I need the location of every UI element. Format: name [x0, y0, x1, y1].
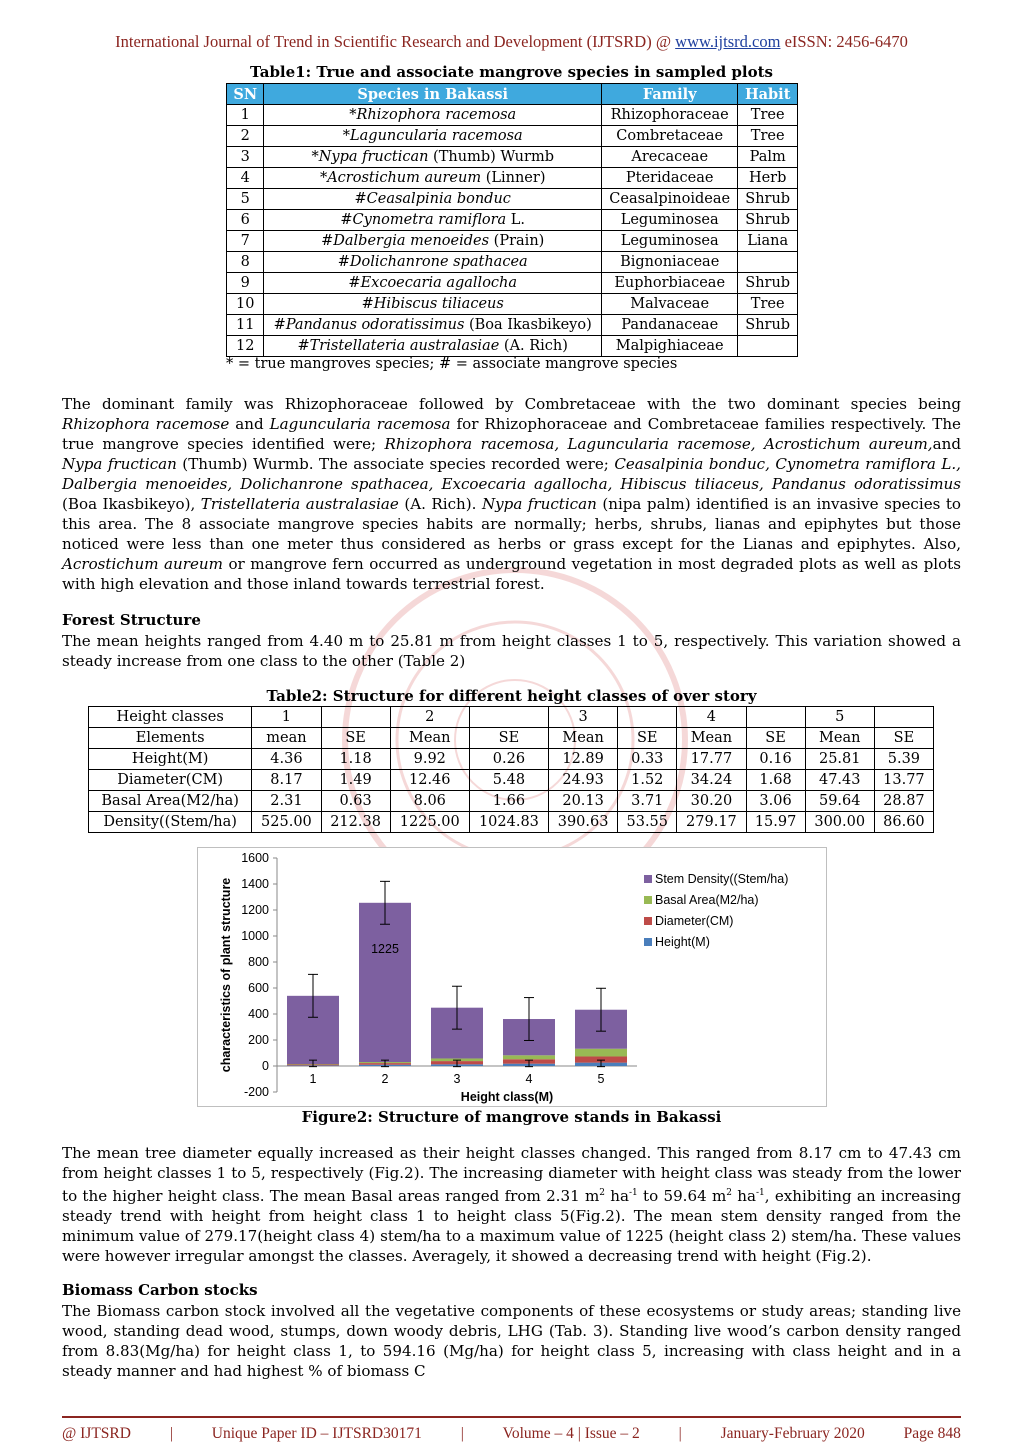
cell-sn: 2	[227, 126, 264, 147]
species-authority: (Boa Ikasbikeyo)	[464, 317, 592, 333]
italic-text: Acrostichum aureum	[62, 555, 223, 573]
table-cell: 0.33	[618, 749, 677, 770]
table-cell: SE	[469, 728, 548, 749]
x-tick-label: 5	[597, 1072, 605, 1086]
text-run: ha	[605, 1187, 629, 1206]
y-tick-label: 0	[262, 1059, 269, 1073]
table-cell: 24.93	[549, 770, 618, 791]
cell-family: Pteridaceae	[602, 168, 738, 189]
species-marker: #	[340, 212, 353, 228]
species-marker: #	[297, 338, 310, 354]
table-row	[227, 105, 798, 126]
species-name: Dalbergia menoeides	[333, 233, 490, 249]
cell-sn: 4	[227, 168, 264, 189]
table-cell: 390.63	[549, 812, 618, 833]
table-cell	[618, 707, 677, 728]
species-name: Ceasalpinia bonduc	[366, 191, 511, 207]
cell-family: Rhizophoraceae	[602, 105, 738, 126]
cell-species	[264, 294, 602, 315]
table1-caption: Table1: True and associate mangrove species in sampled plots	[250, 63, 773, 81]
text-run: (Thumb) Wurmb. The associate species recorded were;	[176, 455, 615, 473]
species-authority: (Thumb) Wurmb	[428, 149, 554, 165]
legend-swatch	[644, 917, 652, 925]
table-cell: 12.89	[549, 749, 618, 770]
footer-item: January-February 2020	[720, 1425, 865, 1442]
table-cell: Mean	[677, 728, 746, 749]
superscript: 2	[726, 1188, 733, 1198]
table-cell: Mean	[805, 728, 874, 749]
table-cell: 300.00	[805, 812, 874, 833]
cell-habit: Tree	[738, 105, 798, 126]
species-name: Acrostichum aureum	[327, 170, 482, 186]
table-row	[227, 315, 798, 336]
cell-species	[264, 210, 602, 231]
cell-species	[264, 315, 602, 336]
species-authority: (Prain)	[489, 233, 545, 249]
table-cell: 0.63	[321, 791, 390, 812]
italic-text: Nypa fructican	[62, 455, 177, 473]
table2-caption: Table2: Structure for different height classes of over story	[266, 687, 757, 705]
bar-segment	[359, 903, 411, 1062]
table-cell: 9.92	[390, 749, 469, 770]
paragraph-forest-structure: The mean heights ranged from 4.40 m to 25.81 m from height classes 1 to 5, respectively. This variation showed a steady increase from one class to the other (Table 2)	[62, 632, 961, 670]
cell-sn: 10	[227, 294, 264, 315]
species-authority: (A. Rich)	[499, 338, 568, 354]
table-cell: 5	[805, 707, 874, 728]
table-cell: 30.20	[677, 791, 746, 812]
legend-label: Basal Area(M2/ha)	[655, 893, 759, 907]
cell-sn: 11	[227, 315, 264, 336]
heading-forest-structure: Forest Structure	[62, 611, 201, 629]
table-cell: 5.39	[874, 749, 933, 770]
species-marker: #	[337, 254, 350, 270]
row-label: Diameter(CM)	[89, 770, 252, 791]
table-cell: mean	[252, 728, 321, 749]
table-cell: 13.77	[874, 770, 933, 791]
text-run: The mean tree diameter equally increased as their height classes changed. This ranged from 8.17 cm to 47.43 cm from height classes 1 to 5, respectively (Fig.2). The increasing diameter with height class was steady from the lower to the higher height class. The mean Basal areas ranged from 2.31 m	[62, 1144, 961, 1206]
species-marker: #	[354, 191, 367, 207]
cell-family: Ceasalpinoideae	[602, 189, 738, 210]
text-run: for Rhizophoraceae and Combretaceae families respectively. The true mangrove species identified were;	[62, 415, 961, 453]
table-row	[89, 707, 934, 728]
table-cell: 0.16	[746, 749, 805, 770]
table-cell	[746, 707, 805, 728]
species-name: Dolichanrone spathacea	[349, 254, 528, 270]
cell-sn: 7	[227, 231, 264, 252]
table-row	[227, 336, 798, 357]
legend-label: Stem Density((Stem/ha)	[655, 872, 789, 886]
cell-sn: 1	[227, 105, 264, 126]
paragraph-species	[62, 394, 961, 594]
species-name: Cynometra ramiflora	[352, 212, 507, 228]
table-cell: 1.18	[321, 749, 390, 770]
text-run: and	[932, 435, 961, 453]
italic-text: Laguncularia racemosa	[269, 415, 451, 433]
table-cell: SE	[321, 728, 390, 749]
footer-separator: |	[169, 1425, 173, 1442]
superscript: 2	[599, 1188, 605, 1198]
y-tick-label: 400	[248, 1007, 269, 1021]
y-axis-title: characteristics of plant structure	[219, 877, 233, 1073]
table-cell: 4	[677, 707, 746, 728]
table-cell: 212.38	[321, 812, 390, 833]
cell-species	[264, 105, 602, 126]
cell-habit	[738, 336, 798, 357]
table-cell: 20.13	[549, 791, 618, 812]
y-tick-label: 1000	[241, 929, 269, 943]
table-cell: 3	[549, 707, 618, 728]
y-tick-label: 1200	[241, 903, 269, 917]
text-run: or mangrove fern occurred as underground vegetation in most degraded plots as well as plots with high elevation and those inland towards terrestrial forest.	[62, 555, 961, 593]
table-row	[227, 231, 798, 252]
table-row	[89, 770, 934, 791]
x-axis-title: Height class(M)	[460, 1090, 554, 1104]
table-cell: 12.46	[390, 770, 469, 791]
row-label: Height(M)	[89, 749, 252, 770]
cell-sn: 6	[227, 210, 264, 231]
table-cell: 8.17	[252, 770, 321, 791]
y-tick-label: 600	[248, 981, 269, 995]
italic-text: Rhizophora racemose	[62, 415, 230, 433]
species-marker: *	[349, 107, 357, 123]
table-cell: 47.43	[805, 770, 874, 791]
species-name: Excoecaria agallocha	[360, 275, 518, 291]
table-cell: 28.87	[874, 791, 933, 812]
cell-family: Leguminosea	[602, 210, 738, 231]
species-marker: #	[321, 233, 334, 249]
col-sn: SN	[227, 84, 264, 105]
species-authority: L.	[506, 212, 526, 228]
x-tick-label: 2	[381, 1072, 389, 1086]
y-tick-label: 200	[248, 1033, 269, 1047]
footer-separator: |	[678, 1425, 682, 1442]
table-cell: 3.71	[618, 791, 677, 812]
legend-label: Diameter(CM)	[655, 914, 734, 928]
table-cell: Mean	[549, 728, 618, 749]
y-tick-label: 1600	[241, 851, 269, 865]
page-footer	[62, 1425, 961, 1443]
species-name: Hibiscus tiliaceus	[373, 296, 504, 312]
cell-habit: Palm	[738, 147, 798, 168]
table-cell: 4.36	[252, 749, 321, 770]
cell-family: Combretaceae	[602, 126, 738, 147]
legend-swatch	[644, 938, 652, 946]
bar-segment	[503, 1055, 555, 1059]
italic-text: Ceasalpinia bonduc, Cynometra ramiflora L., Dalbergia menoeides, Dolichanrone spathacea, Excoecaria agallocha, Hibiscus tiliaceus, Pandanus odoratissimus	[62, 455, 961, 493]
cell-habit: Herb	[738, 168, 798, 189]
cell-family: Leguminosea	[602, 231, 738, 252]
cell-sn: 8	[227, 252, 264, 273]
cell-species	[264, 147, 602, 168]
x-tick-label: 3	[453, 1072, 461, 1086]
species-marker: #	[348, 275, 361, 291]
species-table	[226, 83, 798, 357]
table-cell: 25.81	[805, 749, 874, 770]
paragraph-diameter	[62, 1143, 961, 1266]
cell-family: Arecaceae	[602, 147, 738, 168]
cell-sn: 12	[227, 336, 264, 357]
italic-text: Tristellateria australasiae	[200, 495, 399, 513]
row-label: Elements	[89, 728, 252, 749]
legend-swatch	[644, 896, 652, 904]
cell-family: Malpighiaceae	[602, 336, 738, 357]
table-cell: 2	[390, 707, 469, 728]
table-cell: 525.00	[252, 812, 321, 833]
table-cell: 53.55	[618, 812, 677, 833]
species-marker: #	[361, 296, 374, 312]
table-cell: 17.77	[677, 749, 746, 770]
table-row	[227, 273, 798, 294]
x-tick-label: 1	[309, 1072, 317, 1086]
cell-habit: Tree	[738, 294, 798, 315]
table-row	[227, 252, 798, 273]
row-label: Height classes	[89, 707, 252, 728]
y-tick-label: 800	[248, 955, 269, 969]
cell-sn: 9	[227, 273, 264, 294]
table-cell: SE	[874, 728, 933, 749]
species-marker: *	[319, 170, 328, 186]
heading-biomass: Biomass Carbon stocks	[62, 1281, 258, 1299]
text-run: ha	[732, 1187, 757, 1206]
footer-divider	[62, 1416, 961, 1418]
table-cell: 1.49	[321, 770, 390, 791]
table1-note: * = true mangroves species; # = associate mangrove species	[226, 356, 678, 372]
structure-chart	[197, 847, 827, 1107]
table-row	[89, 791, 934, 812]
cell-species	[264, 231, 602, 252]
table-cell: 34.24	[677, 770, 746, 791]
journal-header: International Journal of Trend in Scientific Research and Development (IJTSRD) @ www.ijtsrd.com eISSN: 2456-6470	[115, 32, 908, 51]
data-label: 1225	[371, 942, 399, 956]
table-cell: 1	[252, 707, 321, 728]
y-tick-label: 1400	[241, 877, 269, 891]
cell-species	[264, 252, 602, 273]
legend-swatch	[644, 875, 652, 883]
species-name: Laguncularia racemosa	[350, 128, 523, 144]
cell-family: Bignoniaceae	[602, 252, 738, 273]
species-name: Tristellateria australasiae	[309, 338, 500, 354]
species-marker: *	[342, 128, 351, 144]
cell-family: Euphorbiaceae	[602, 273, 738, 294]
cell-sn: 3	[227, 147, 264, 168]
footer-item: @ IJTSRD	[62, 1425, 131, 1442]
row-label: Density((Stem/ha)	[89, 812, 252, 833]
figure2-caption: Figure2: Structure of mangrove stands in Bakassi	[301, 1108, 722, 1126]
cell-species	[264, 189, 602, 210]
table-row	[89, 812, 934, 833]
table-cell: 15.97	[746, 812, 805, 833]
table-cell: 1.66	[469, 791, 548, 812]
table-cell: 0.26	[469, 749, 548, 770]
cell-species	[264, 168, 602, 189]
table-cell: 1.68	[746, 770, 805, 791]
text-run: (nipa palm) identified is an invasive species to this area. The 8 associate mangrove species habits are normally; herbs, shrubs, lianas and epiphytes but those noticed were less than one meter thus considered as herbs or grass except for the Lianas and epiphytes. Also,	[62, 495, 961, 553]
x-tick-label: 4	[525, 1072, 533, 1086]
table-cell: SE	[746, 728, 805, 749]
cell-habit: Shrub	[738, 315, 798, 336]
structure-table	[88, 706, 934, 833]
table-cell: 1024.83	[469, 812, 548, 833]
y-tick-label: -200	[243, 1085, 269, 1099]
paragraph-biomass: The Biomass carbon stock involved all the vegetative components of these ecosystems or study areas; standing live wood, standing dead wood, stumps, down woody debris, LHG (Tab. 3). Standing live wood’s carbon density ranged from 8.83(Mg/ha) for height class 1, to 594.16 (Mg/ha) for height class 5, increasing with class height and in a steady manner and had highest % of biomass C	[62, 1302, 961, 1380]
row-label: Basal Area(M2/ha)	[89, 791, 252, 812]
table-cell: 3.06	[746, 791, 805, 812]
text-run: The dominant family was Rhizophoraceae followed by Combretaceae with the two dominant species being	[62, 395, 961, 413]
bar-segment	[575, 1049, 627, 1057]
table-row	[227, 189, 798, 210]
text-run: (Boa Ikasbikeyo),	[62, 495, 201, 513]
table-row	[227, 294, 798, 315]
cell-species	[264, 336, 602, 357]
text-run: and	[229, 415, 270, 433]
table-row	[227, 126, 798, 147]
table-cell: 59.64	[805, 791, 874, 812]
table-cell	[469, 707, 548, 728]
italic-text: Nypa fructican	[481, 495, 597, 513]
cell-habit: Shrub	[738, 273, 798, 294]
table-cell: 86.60	[874, 812, 933, 833]
footer-item: Unique Paper ID – IJTSRD30171	[211, 1425, 422, 1442]
cell-species	[264, 273, 602, 294]
table-row	[89, 749, 934, 770]
table-cell: 1.52	[618, 770, 677, 791]
cell-habit: Shrub	[738, 210, 798, 231]
table-cell: 8.06	[390, 791, 469, 812]
table-cell	[321, 707, 390, 728]
table-cell: Mean	[390, 728, 469, 749]
col-family: Family	[602, 84, 738, 105]
footer-separator: |	[460, 1425, 464, 1442]
cell-habit: Shrub	[738, 189, 798, 210]
table-row	[227, 210, 798, 231]
table-row	[227, 147, 798, 168]
cell-sn: 5	[227, 189, 264, 210]
species-name: Rhizophora racemosa	[356, 107, 517, 123]
species-marker: *	[311, 149, 319, 165]
cell-habit: Liana	[738, 231, 798, 252]
superscript: -1	[629, 1188, 638, 1198]
table-cell: SE	[618, 728, 677, 749]
footer-item: Volume – 4 | Issue – 2	[502, 1425, 640, 1442]
cell-family: Malvaceae	[602, 294, 738, 315]
journal-link[interactable]: www.ijtsrd.com	[675, 32, 781, 51]
cell-habit	[738, 252, 798, 273]
table-cell: 5.48	[469, 770, 548, 791]
footer-item: Page 848	[903, 1425, 961, 1442]
cell-habit: Tree	[738, 126, 798, 147]
superscript: -1	[756, 1188, 765, 1198]
text-run: (A. Rich).	[398, 495, 482, 513]
legend-label: Height(M)	[655, 935, 710, 949]
table-cell	[874, 707, 933, 728]
table-cell: 2.31	[252, 791, 321, 812]
species-name: Pandanus odoratissimus	[285, 317, 465, 333]
table-cell: 1225.00	[390, 812, 469, 833]
chart-frame	[198, 848, 827, 1107]
italic-text: Rhizophora racemosa, Laguncularia racemose, Acrostichum aureum,	[384, 435, 933, 453]
cell-family: Pandanaceae	[602, 315, 738, 336]
col-species: Species in Bakassi	[264, 84, 602, 105]
cell-species	[264, 126, 602, 147]
text-run: to 59.64 m	[637, 1187, 727, 1206]
text-run: , exhibiting an increasing steady trend with height from height class 1 to height class 5(Fig.2). The mean stem density ranged from the minimum value of 279.17(height class 4) stem/ha to a maximum value of 1225 (height class 2) stem/ha. These values were however irregular amongst the classes. Averagely, it showed a decreasing trend with height (Fig.2).	[62, 1187, 961, 1266]
species-authority: (Linner)	[481, 170, 546, 186]
species-name: Nypa fructican	[318, 149, 429, 165]
col-habit: Habit	[738, 84, 798, 105]
table-row	[89, 728, 934, 749]
table-cell: 279.17	[677, 812, 746, 833]
species-marker: #	[273, 317, 286, 333]
table-row	[227, 168, 798, 189]
